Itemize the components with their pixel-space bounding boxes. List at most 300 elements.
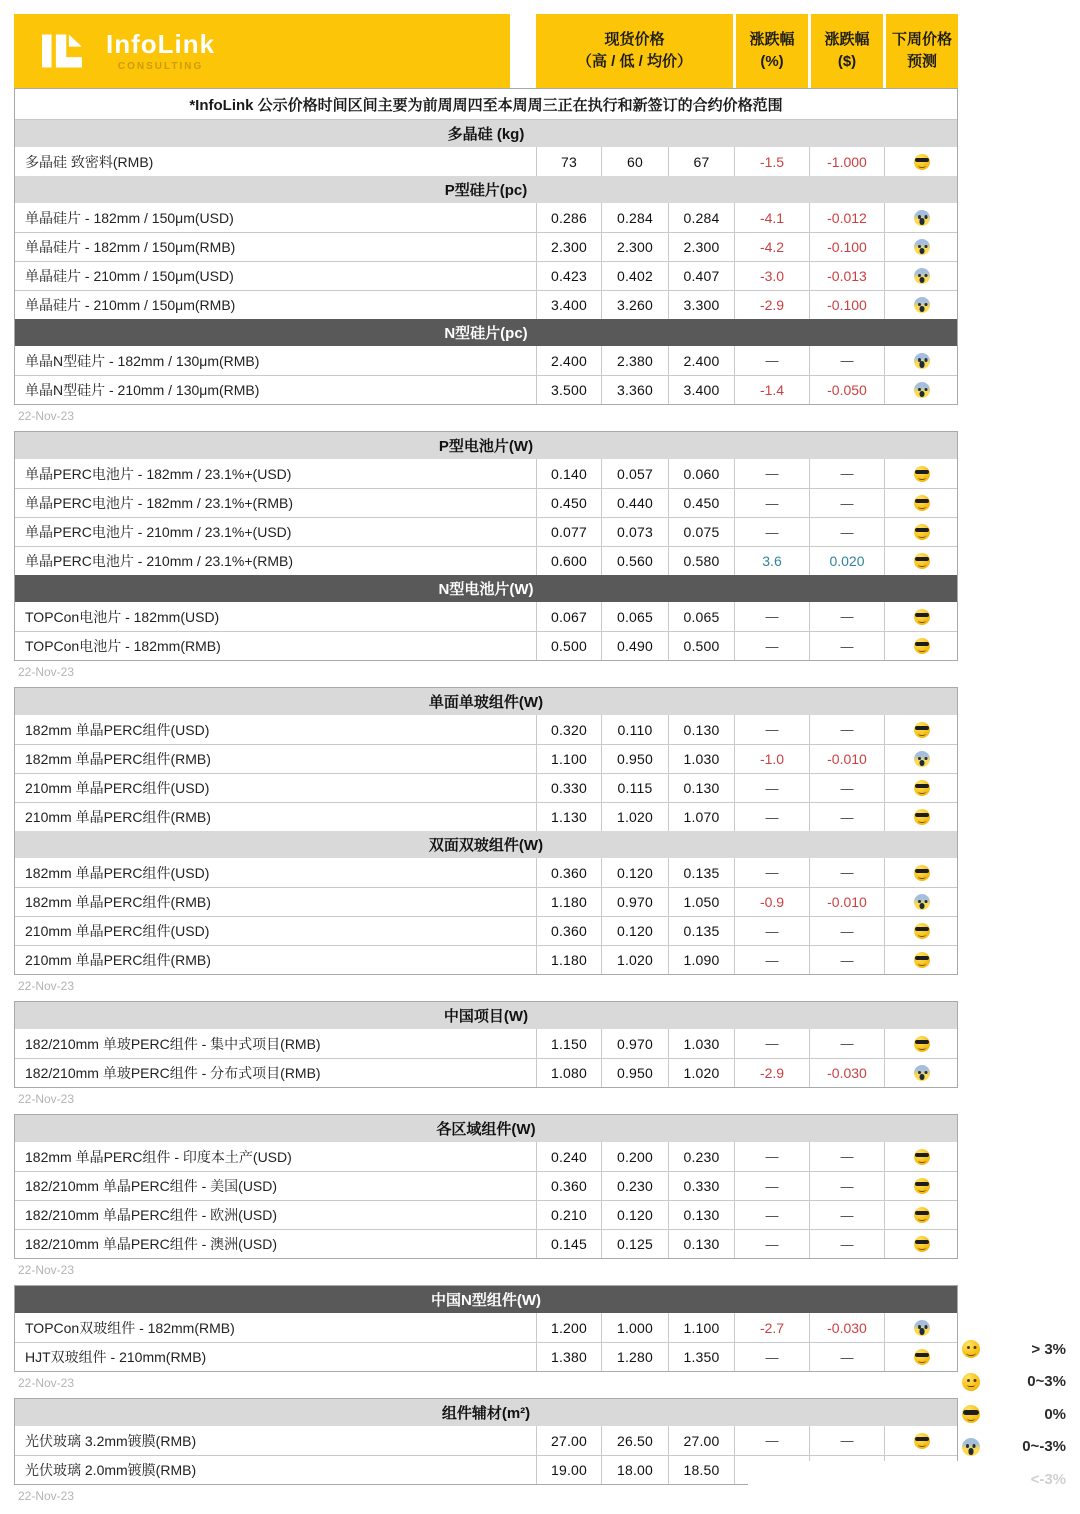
scream-forecast-emoji — [914, 1065, 930, 1081]
price-low: 0.115 — [601, 774, 668, 802]
forecast-cell — [884, 1172, 959, 1200]
change-pct: — — [734, 1172, 809, 1200]
price-low: 3.360 — [601, 376, 668, 404]
price-low: 2.380 — [601, 346, 668, 375]
scream-forecast-emoji — [914, 751, 930, 767]
section-header: 中国N型组件(W) — [15, 1286, 957, 1313]
legend-label: 0~3% — [1027, 1373, 1066, 1391]
slight-smile-legend-emoji — [962, 1373, 980, 1391]
sunglasses-forecast-emoji — [914, 1349, 930, 1365]
item-name: 182/210mm 单晶PERC组件 - 澳洲(USD) — [25, 1236, 278, 1252]
change-usd: — — [809, 1201, 884, 1229]
price-table-block — [14, 1285, 958, 1372]
item-name: 182/210mm 单晶PERC组件 - 欧洲(USD) — [25, 1207, 278, 1223]
legend-item — [962, 1463, 1066, 1496]
price-high: 0.500 — [536, 632, 601, 660]
price-low: 0.120 — [601, 917, 668, 945]
table-row — [15, 1142, 957, 1171]
table-row — [15, 147, 957, 176]
price-low: 0.073 — [601, 518, 668, 546]
change-usd: — — [809, 346, 884, 375]
table-row — [15, 290, 957, 319]
price-high: 1.180 — [536, 946, 601, 974]
sunglasses-forecast-emoji — [914, 154, 930, 170]
price-high: 2.400 — [536, 346, 601, 375]
change-usd: — — [809, 1172, 884, 1200]
scream-forecast-emoji — [914, 239, 930, 255]
date-stamp: 22-Nov-23 — [18, 1376, 75, 1390]
change-pct: -2.9 — [734, 1059, 809, 1087]
sunglasses-forecast-emoji — [914, 952, 930, 968]
change-usd: 0.020 — [809, 547, 884, 575]
table-row — [15, 744, 957, 773]
price-low: 0.490 — [601, 632, 668, 660]
table-blocks — [14, 88, 958, 1511]
price-high: 3.400 — [536, 291, 601, 319]
table-row — [15, 517, 957, 546]
change-usd: -0.012 — [809, 203, 884, 232]
table-row — [15, 261, 957, 290]
change-pct: — — [734, 1426, 809, 1455]
change-usd: — — [809, 946, 884, 974]
price-low: 0.560 — [601, 547, 668, 575]
table-row — [15, 346, 957, 375]
price-high: 0.360 — [536, 917, 601, 945]
table-row — [15, 1058, 957, 1087]
price-avg: 2.400 — [668, 346, 734, 375]
table-row — [15, 1342, 957, 1371]
price-avg: 1.020 — [668, 1059, 734, 1087]
change-usd: — — [809, 489, 884, 517]
price-low: 1.000 — [601, 1313, 668, 1342]
price-high: 0.067 — [536, 602, 601, 631]
price-avg: 0.330 — [668, 1172, 734, 1200]
price-avg: 0.230 — [668, 1142, 734, 1171]
price-high: 1.200 — [536, 1313, 601, 1342]
item-name: 182mm 单晶PERC组件(USD) — [25, 864, 210, 881]
price-avg: 0.130 — [668, 1230, 734, 1258]
change-usd: — — [809, 1142, 884, 1171]
price-sheet — [14, 14, 958, 1511]
sunglasses-forecast-emoji — [914, 1036, 930, 1052]
section-header: 双面双玻组件(W) — [15, 831, 957, 858]
price-high: 73 — [536, 147, 601, 176]
item-name: 单晶N型硅片 - 210mm / 130μm(RMB) — [25, 382, 260, 398]
price-table-block — [14, 431, 958, 661]
item-name: 210mm 单晶PERC组件(RMB) — [25, 809, 211, 825]
change-usd: — — [809, 459, 884, 488]
legend-item — [962, 1398, 1066, 1431]
item-name: 210mm 单晶PERC组件(RMB) — [25, 952, 211, 968]
price-avg: 0.450 — [668, 489, 734, 517]
change-pct: — — [734, 1230, 809, 1258]
col-header-spot-price-line1: 现货价格 — [604, 30, 665, 48]
sunglasses-forecast-emoji — [914, 495, 930, 511]
col-header-change-usd — [808, 14, 883, 88]
section-header: P型电池片(W) — [15, 432, 957, 459]
change-usd: — — [809, 917, 884, 945]
price-avg: 0.407 — [668, 262, 734, 290]
price-high: 1.380 — [536, 1343, 601, 1371]
change-usd: -0.010 — [809, 745, 884, 773]
col-header-forecast-line1: 下周价格 — [891, 30, 952, 48]
forecast-cell — [884, 1029, 959, 1058]
table-row — [15, 945, 957, 974]
table-row — [15, 375, 957, 404]
price-low: 60 — [601, 147, 668, 176]
price-avg: 0.135 — [668, 858, 734, 887]
change-pct: 3.6 — [734, 547, 809, 575]
price-high: 0.360 — [536, 858, 601, 887]
sunglasses-forecast-emoji — [914, 524, 930, 540]
change-pct: — — [734, 518, 809, 546]
forecast-cell — [884, 1343, 959, 1371]
price-avg: 1.070 — [668, 803, 734, 831]
price-table-block — [14, 1114, 958, 1259]
price-low: 0.402 — [601, 262, 668, 290]
brand-name: InfoLink — [106, 28, 216, 59]
item-name: TOPCon双玻组件 - 182mm(RMB) — [25, 1319, 235, 1336]
table-row — [15, 1171, 957, 1200]
sunglasses-forecast-emoji — [914, 1149, 930, 1165]
item-name: 210mm 单晶PERC组件(USD) — [25, 923, 210, 939]
legend-item — [962, 1366, 1066, 1399]
change-pct: -1.5 — [734, 147, 809, 176]
section-header: P型硅片(pc) — [15, 176, 957, 203]
table-row — [15, 546, 957, 575]
price-avg: 18.50 — [668, 1456, 734, 1484]
brand-header-cell — [14, 14, 510, 88]
table-row — [15, 916, 957, 945]
whiteout-artifact — [748, 1461, 966, 1501]
price-high: 0.210 — [536, 1201, 601, 1229]
forecast-cell — [884, 1059, 959, 1087]
col-header-change-usd-line2: ($) — [837, 53, 857, 70]
item-name: 182/210mm 单玻PERC组件 - 分布式项目(RMB) — [25, 1065, 321, 1081]
legend-label: 0~-3% — [1022, 1438, 1066, 1456]
forecast-cell — [884, 1426, 959, 1455]
price-avg: 0.284 — [668, 203, 734, 232]
price-high: 0.077 — [536, 518, 601, 546]
sunglasses-forecast-emoji — [914, 865, 930, 881]
col-header-change-pct — [733, 14, 808, 88]
forecast-cell — [884, 715, 959, 744]
change-usd: — — [809, 602, 884, 631]
price-high: 19.00 — [536, 1456, 601, 1484]
change-usd: -0.013 — [809, 262, 884, 290]
item-name: 182/210mm 单晶PERC组件 - 美国(USD) — [25, 1178, 278, 1194]
change-usd: — — [809, 1230, 884, 1258]
table-row — [15, 232, 957, 261]
table-row — [15, 1029, 957, 1058]
price-avg: 3.400 — [668, 376, 734, 404]
price-high: 0.423 — [536, 262, 601, 290]
change-pct: — — [734, 858, 809, 887]
table-row — [15, 802, 957, 831]
sunglasses-forecast-emoji — [914, 1433, 930, 1449]
change-pct: — — [734, 715, 809, 744]
price-low: 18.00 — [601, 1456, 668, 1484]
change-usd: -0.100 — [809, 233, 884, 261]
change-usd: — — [809, 774, 884, 802]
price-low: 0.065 — [601, 602, 668, 631]
item-name: 光伏玻璃 3.2mm镀膜(RMB) — [25, 1432, 197, 1449]
sunglasses-legend-emoji — [962, 1405, 980, 1423]
legend-label: > 3% — [1031, 1340, 1066, 1358]
col-header-change-pct-line2: (%) — [760, 53, 784, 70]
sunglasses-forecast-emoji — [914, 722, 930, 738]
change-pct: — — [734, 946, 809, 974]
change-pct: — — [734, 1142, 809, 1171]
table-row — [15, 459, 957, 488]
item-name: 210mm 单晶PERC组件(USD) — [25, 780, 210, 796]
price-low: 1.020 — [601, 946, 668, 974]
price-low: 26.50 — [601, 1426, 668, 1455]
item-name: 单晶硅片 - 210mm / 150μm(USD) — [25, 268, 234, 284]
item-name: TOPCon电池片 - 182mm(RMB) — [25, 638, 221, 654]
price-avg: 0.060 — [668, 459, 734, 488]
price-high: 0.286 — [536, 203, 601, 232]
price-note: *InfoLink 公示价格时间区间主要为前周周四至本周周三正在执行和新签订的合约价格范围 — [15, 89, 957, 120]
brand-subtitle: CONSULTING — [117, 60, 204, 72]
forecast-cell — [884, 203, 959, 232]
price-low: 0.970 — [601, 888, 668, 916]
change-pct: — — [734, 346, 809, 375]
date-stamp: 22-Nov-23 — [18, 1489, 75, 1503]
change-pct: -3.0 — [734, 262, 809, 290]
price-avg: 1.090 — [668, 946, 734, 974]
table-row — [15, 203, 957, 232]
section-header: 各区域组件(W) — [15, 1115, 957, 1142]
change-pct: — — [734, 1029, 809, 1058]
date-stamp: 22-Nov-23 — [18, 665, 75, 679]
item-name: 182/210mm 单玻PERC组件 - 集中式项目(RMB) — [25, 1035, 321, 1052]
forecast-cell — [884, 888, 959, 916]
forecast-cell — [884, 858, 959, 887]
forecast-cell — [884, 547, 959, 575]
change-pct: — — [734, 803, 809, 831]
change-pct: — — [734, 489, 809, 517]
price-low: 0.970 — [601, 1029, 668, 1058]
forecast-cell — [884, 803, 959, 831]
forecast-cell — [884, 291, 959, 319]
section-header: N型硅片(pc) — [15, 319, 957, 346]
section-header: 单面单玻组件(W) — [15, 688, 957, 715]
change-usd: -1.000 — [809, 147, 884, 176]
smile-legend-emoji — [962, 1340, 980, 1358]
col-header-forecast — [883, 14, 958, 88]
item-name: 单晶PERC电池片 - 210mm / 23.1%+(USD) — [25, 524, 292, 540]
item-name: 单晶PERC电池片 - 182mm / 23.1%+(USD) — [25, 465, 292, 482]
legend-item — [962, 1431, 1066, 1464]
forecast-cell — [884, 518, 959, 546]
price-low: 0.200 — [601, 1142, 668, 1171]
change-usd: -0.030 — [809, 1059, 884, 1087]
table-row — [15, 488, 957, 517]
price-high: 0.450 — [536, 489, 601, 517]
change-pct: -1.4 — [734, 376, 809, 404]
price-avg: 1.030 — [668, 1029, 734, 1058]
item-name: 单晶PERC电池片 - 210mm / 23.1%+(RMB) — [25, 553, 293, 569]
change-usd: — — [809, 715, 884, 744]
price-avg: 0.580 — [668, 547, 734, 575]
price-avg: 1.030 — [668, 745, 734, 773]
change-usd: -0.100 — [809, 291, 884, 319]
change-pct: — — [734, 602, 809, 631]
col-header-change-usd-line1: 涨跌幅 — [824, 30, 870, 48]
forecast-cell — [884, 147, 959, 176]
forecast-cell — [884, 459, 959, 488]
scream-legend-emoji — [962, 1438, 980, 1456]
table-row — [15, 887, 957, 916]
change-pct: -4.2 — [734, 233, 809, 261]
price-low: 0.110 — [601, 715, 668, 744]
change-pct: — — [734, 917, 809, 945]
price-avg: 0.135 — [668, 917, 734, 945]
date-stamp: 22-Nov-23 — [18, 1092, 75, 1106]
item-name: 182mm 单晶PERC组件(USD) — [25, 721, 210, 738]
item-name: 单晶PERC电池片 - 182mm / 23.1%+(RMB) — [25, 495, 293, 511]
change-usd: — — [809, 632, 884, 660]
change-usd: — — [809, 1343, 884, 1371]
forecast-cell — [884, 946, 959, 974]
col-header-spot-price-line2: （高 / 低 / 均价） — [576, 53, 692, 70]
price-avg: 0.130 — [668, 1201, 734, 1229]
price-avg: 0.500 — [668, 632, 734, 660]
price-table-block — [14, 88, 958, 405]
price-avg: 0.075 — [668, 518, 734, 546]
forecast-cell — [884, 602, 959, 631]
table-row — [15, 1426, 957, 1455]
forecast-cell — [884, 745, 959, 773]
table-row — [15, 1200, 957, 1229]
section-header: 中国项目(W) — [15, 1002, 957, 1029]
price-high: 1.100 — [536, 745, 601, 773]
sunglasses-forecast-emoji — [914, 809, 930, 825]
price-table-block — [14, 687, 958, 975]
infolink-logo-icon — [42, 31, 94, 71]
change-pct: -2.9 — [734, 291, 809, 319]
sunglasses-forecast-emoji — [914, 609, 930, 625]
price-high: 1.080 — [536, 1059, 601, 1087]
section-header: N型电池片(W) — [15, 575, 957, 602]
change-pct: -2.7 — [734, 1313, 809, 1342]
item-name: TOPCon电池片 - 182mm(USD) — [25, 608, 220, 625]
table-row — [15, 858, 957, 887]
price-low: 0.125 — [601, 1230, 668, 1258]
price-avg: 2.300 — [668, 233, 734, 261]
scream-forecast-emoji — [914, 297, 930, 313]
table-row — [15, 602, 957, 631]
price-avg: 1.100 — [668, 1313, 734, 1342]
forecast-cell — [884, 346, 959, 375]
price-avg: 1.350 — [668, 1343, 734, 1371]
sunglasses-forecast-emoji — [914, 1178, 930, 1194]
price-high: 0.600 — [536, 547, 601, 575]
sunglasses-forecast-emoji — [914, 923, 930, 939]
price-avg: 0.130 — [668, 715, 734, 744]
date-stamp: 22-Nov-23 — [18, 1263, 75, 1277]
scream-forecast-emoji — [914, 894, 930, 910]
item-name: 光伏玻璃 2.0mm镀膜(RMB) — [25, 1462, 197, 1478]
scream-forecast-emoji — [914, 210, 930, 226]
change-usd: -0.010 — [809, 888, 884, 916]
scream-forecast-emoji — [914, 268, 930, 284]
header-gap — [510, 14, 536, 88]
price-avg: 27.00 — [668, 1426, 734, 1455]
item-name: 单晶N型硅片 - 182mm / 130μm(RMB) — [25, 352, 260, 369]
price-high: 0.240 — [536, 1142, 601, 1171]
price-low: 0.120 — [601, 1201, 668, 1229]
price-high: 0.330 — [536, 774, 601, 802]
forecast-cell — [884, 262, 959, 290]
forecast-cell — [884, 1230, 959, 1258]
change-usd: -0.050 — [809, 376, 884, 404]
change-pct: -4.1 — [734, 203, 809, 232]
price-low: 3.260 — [601, 291, 668, 319]
scream-forecast-emoji — [914, 1320, 930, 1336]
forecast-cell — [884, 632, 959, 660]
forecast-legend — [962, 1333, 1066, 1496]
table-row — [15, 1313, 957, 1342]
change-pct: — — [734, 1343, 809, 1371]
price-high: 27.00 — [536, 1426, 601, 1455]
scream-forecast-emoji — [914, 382, 930, 398]
price-table-block — [14, 1001, 958, 1088]
price-avg: 0.065 — [668, 602, 734, 631]
price-high: 1.180 — [536, 888, 601, 916]
price-low: 0.120 — [601, 858, 668, 887]
forecast-cell — [884, 1201, 959, 1229]
price-high: 1.150 — [536, 1029, 601, 1058]
price-high: 0.145 — [536, 1230, 601, 1258]
change-pct: -1.0 — [734, 745, 809, 773]
item-name: 182mm 单晶PERC组件 - 印度本土产(USD) — [25, 1148, 292, 1165]
change-pct: -0.9 — [734, 888, 809, 916]
price-low: 0.284 — [601, 203, 668, 232]
price-low: 0.230 — [601, 1172, 668, 1200]
forecast-cell — [884, 233, 959, 261]
price-avg: 3.300 — [668, 291, 734, 319]
item-name: 单晶硅片 - 182mm / 150μm(USD) — [25, 209, 234, 226]
sunglasses-forecast-emoji — [914, 466, 930, 482]
price-low: 2.300 — [601, 233, 668, 261]
section-header: 组件辅材(m²) — [15, 1399, 957, 1426]
change-pct: — — [734, 1201, 809, 1229]
item-name: 182mm 单晶PERC组件(RMB) — [25, 894, 211, 910]
forecast-cell — [884, 1142, 959, 1171]
table-row — [15, 715, 957, 744]
col-header-change-pct-line1: 涨跌幅 — [749, 30, 795, 48]
item-name: 单晶硅片 - 210mm / 150μm(RMB) — [25, 297, 236, 313]
table-row — [15, 631, 957, 660]
forecast-cell — [884, 917, 959, 945]
sunglasses-forecast-emoji — [914, 553, 930, 569]
price-low: 1.280 — [601, 1343, 668, 1371]
legend-label: <-3% — [1030, 1470, 1066, 1488]
table-row — [15, 1229, 957, 1258]
price-low: 0.440 — [601, 489, 668, 517]
col-header-spot-price — [536, 14, 733, 88]
change-pct: — — [734, 774, 809, 802]
price-high: 0.320 — [536, 715, 601, 744]
table-header — [14, 14, 958, 88]
date-stamp: 22-Nov-23 — [18, 979, 75, 993]
scream-forecast-emoji — [914, 353, 930, 369]
change-usd: — — [809, 1426, 884, 1455]
item-name: 多晶硅 致密料(RMB) — [25, 153, 154, 170]
price-high: 2.300 — [536, 233, 601, 261]
